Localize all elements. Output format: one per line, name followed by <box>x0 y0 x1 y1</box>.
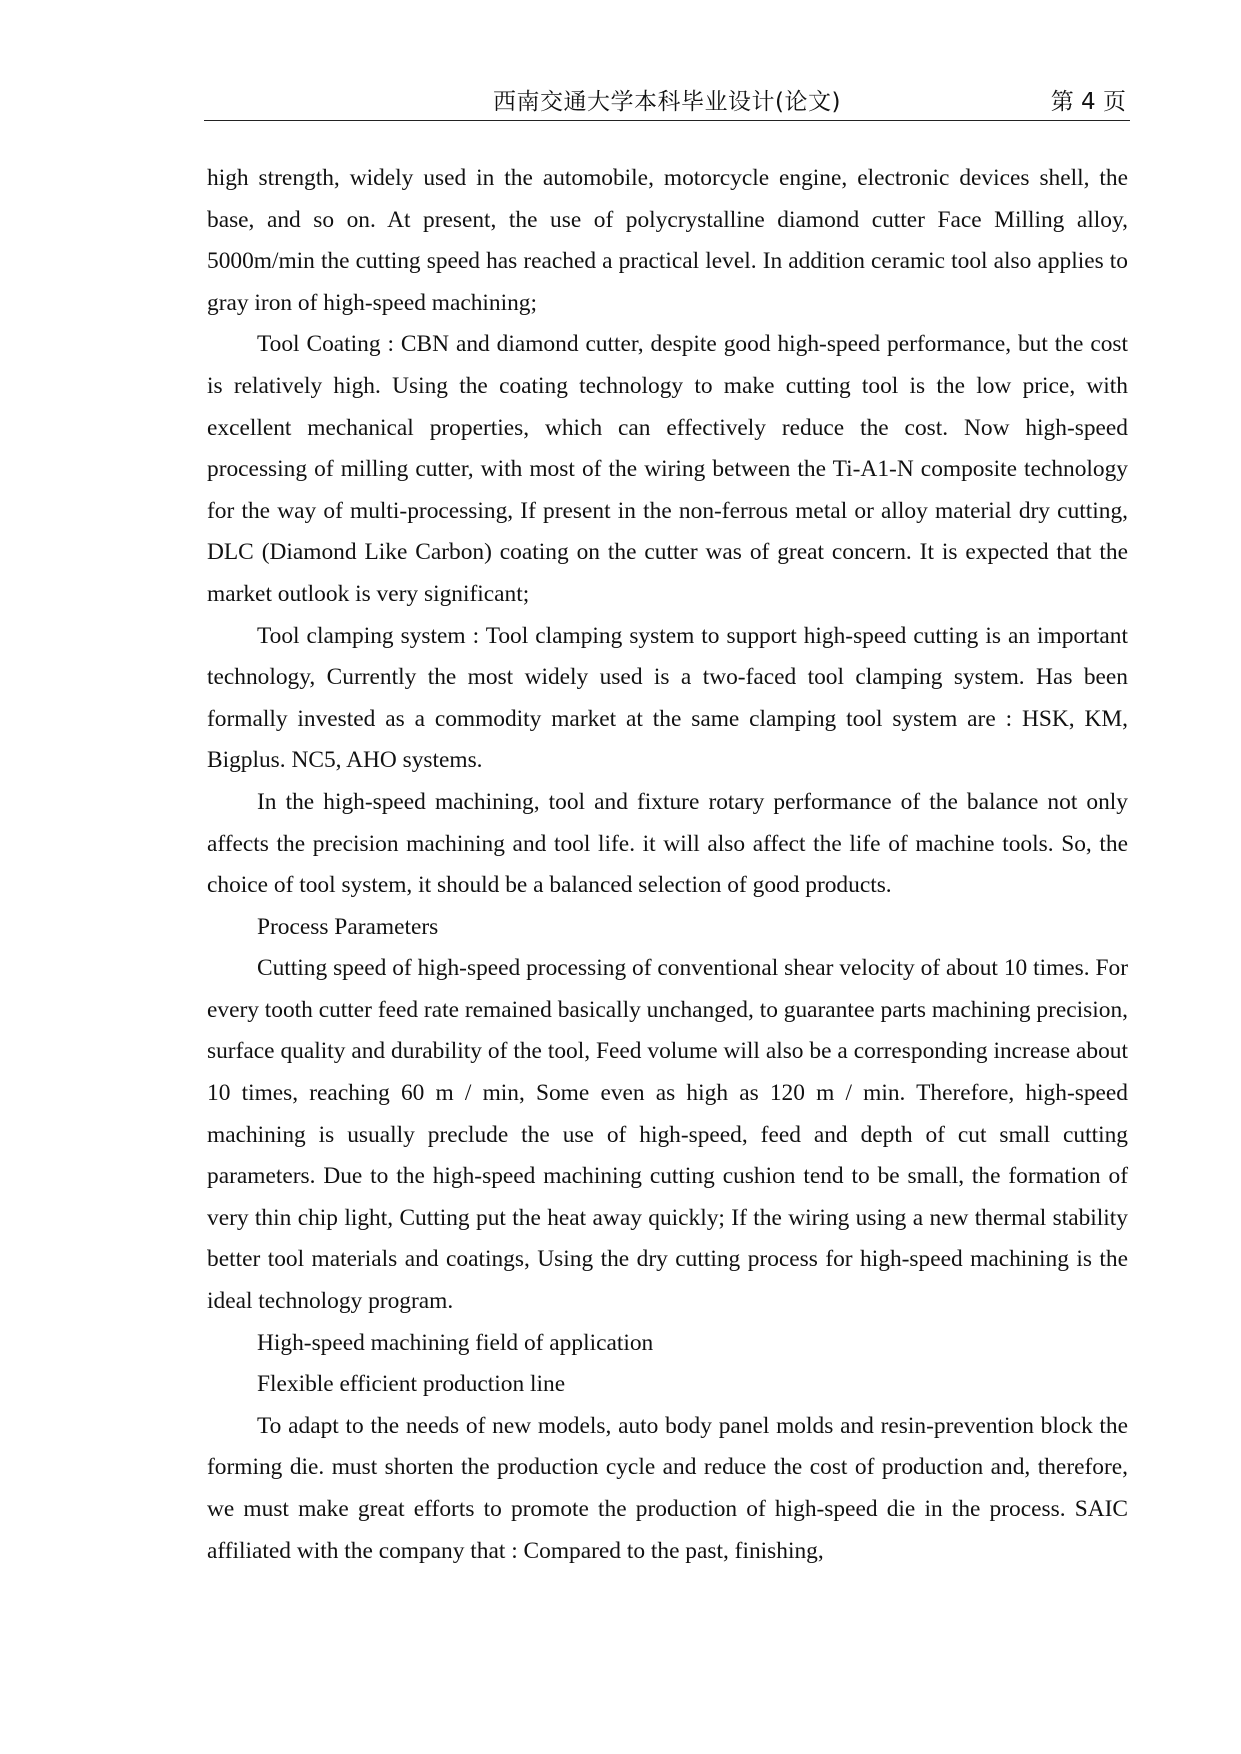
paragraph: Tool clamping system : Tool clamping system to support high-speed cutting is an important technology, Currently the most widely used is a two-faced tool clamping system. Has been formally invested as a commodity market at the same clamping tool system are : HSK, KM, Bigplus. NC5, AHO systems. <box>207 622 1128 774</box>
paragraph: Cutting speed of high-speed processing of conventional shear velocity of about 10 times. For every tooth cutter feed rate remained basically unchanged, to guarantee parts machining precision, surface quality and durability of the tool, Feed volume will also be a corresponding increase about 10 times, reaching 60 m / min, Some even as high as 120 m / min. Therefore, high-speed machining is usually preclude the use of high-speed, feed and depth of cut small cutting parameters. Due to the high-speed machining cutting cushion tend to be small, the formation of very thin chip light, Cutting put the heat away quickly; If the wiring using a new thermal stability better tool materials and coatings, Using the dry cutting process for high-speed machining is the ideal technology program. <box>207 955 1128 1315</box>
paragraph: In the high-speed machining, tool and fixture rotary performance of the balance not only affects the precision machining and tool life. it will also affect the life of machine tools. So, the choice of tool system, it should be a balanced selection of good products. <box>207 788 1128 899</box>
paragraph: To adapt to the needs of new models, auto body panel molds and resin-prevention block the forming die. must shorten the production cycle and reduce the cost of production and, therefore, we must make great efforts to promote the production of high-speed die in the process. SAIC affiliated with the company that : Compared to the past, finishing, <box>207 1412 1128 1564</box>
page-number: 第 4 页 <box>1050 89 1126 115</box>
paragraph: Tool Coating : CBN and diamond cutter, despite good high-speed performance, but the cost is relatively high. Using the coating technology to make cutting tool is the low price, with excellent mechanical properties, which can effectively reduce the cost. Now high-speed processing of milling cutter, with most of the wiring between the Ti-A1-N composite technology for the way of multi-processing, If present in the non-ferrous metal or alloy material dry cutting, DLC (Diamond Like Carbon) coating on the cutter was of great concern. It is expected that the market outlook is very significant; <box>207 331 1128 607</box>
page-header <box>204 84 1130 121</box>
body-text <box>207 158 1128 1572</box>
paragraph: high strength, widely used in the automobile, motorcycle engine, electronic devices shell, the base, and so on. At present, the use of polycrystalline diamond cutter Face Milling alloy, 5000m/min the cutting speed has reached a practical level. In addition ceramic tool also applies to gray iron of high-speed machining; <box>207 165 1128 316</box>
section-heading: Flexible efficient production line <box>257 1371 566 1398</box>
section-heading: High-speed machining field of application <box>257 1329 654 1356</box>
section-heading: Process Parameters <box>257 913 439 940</box>
header-title: 西南交通大学本科毕业设计(论文) <box>493 89 841 115</box>
